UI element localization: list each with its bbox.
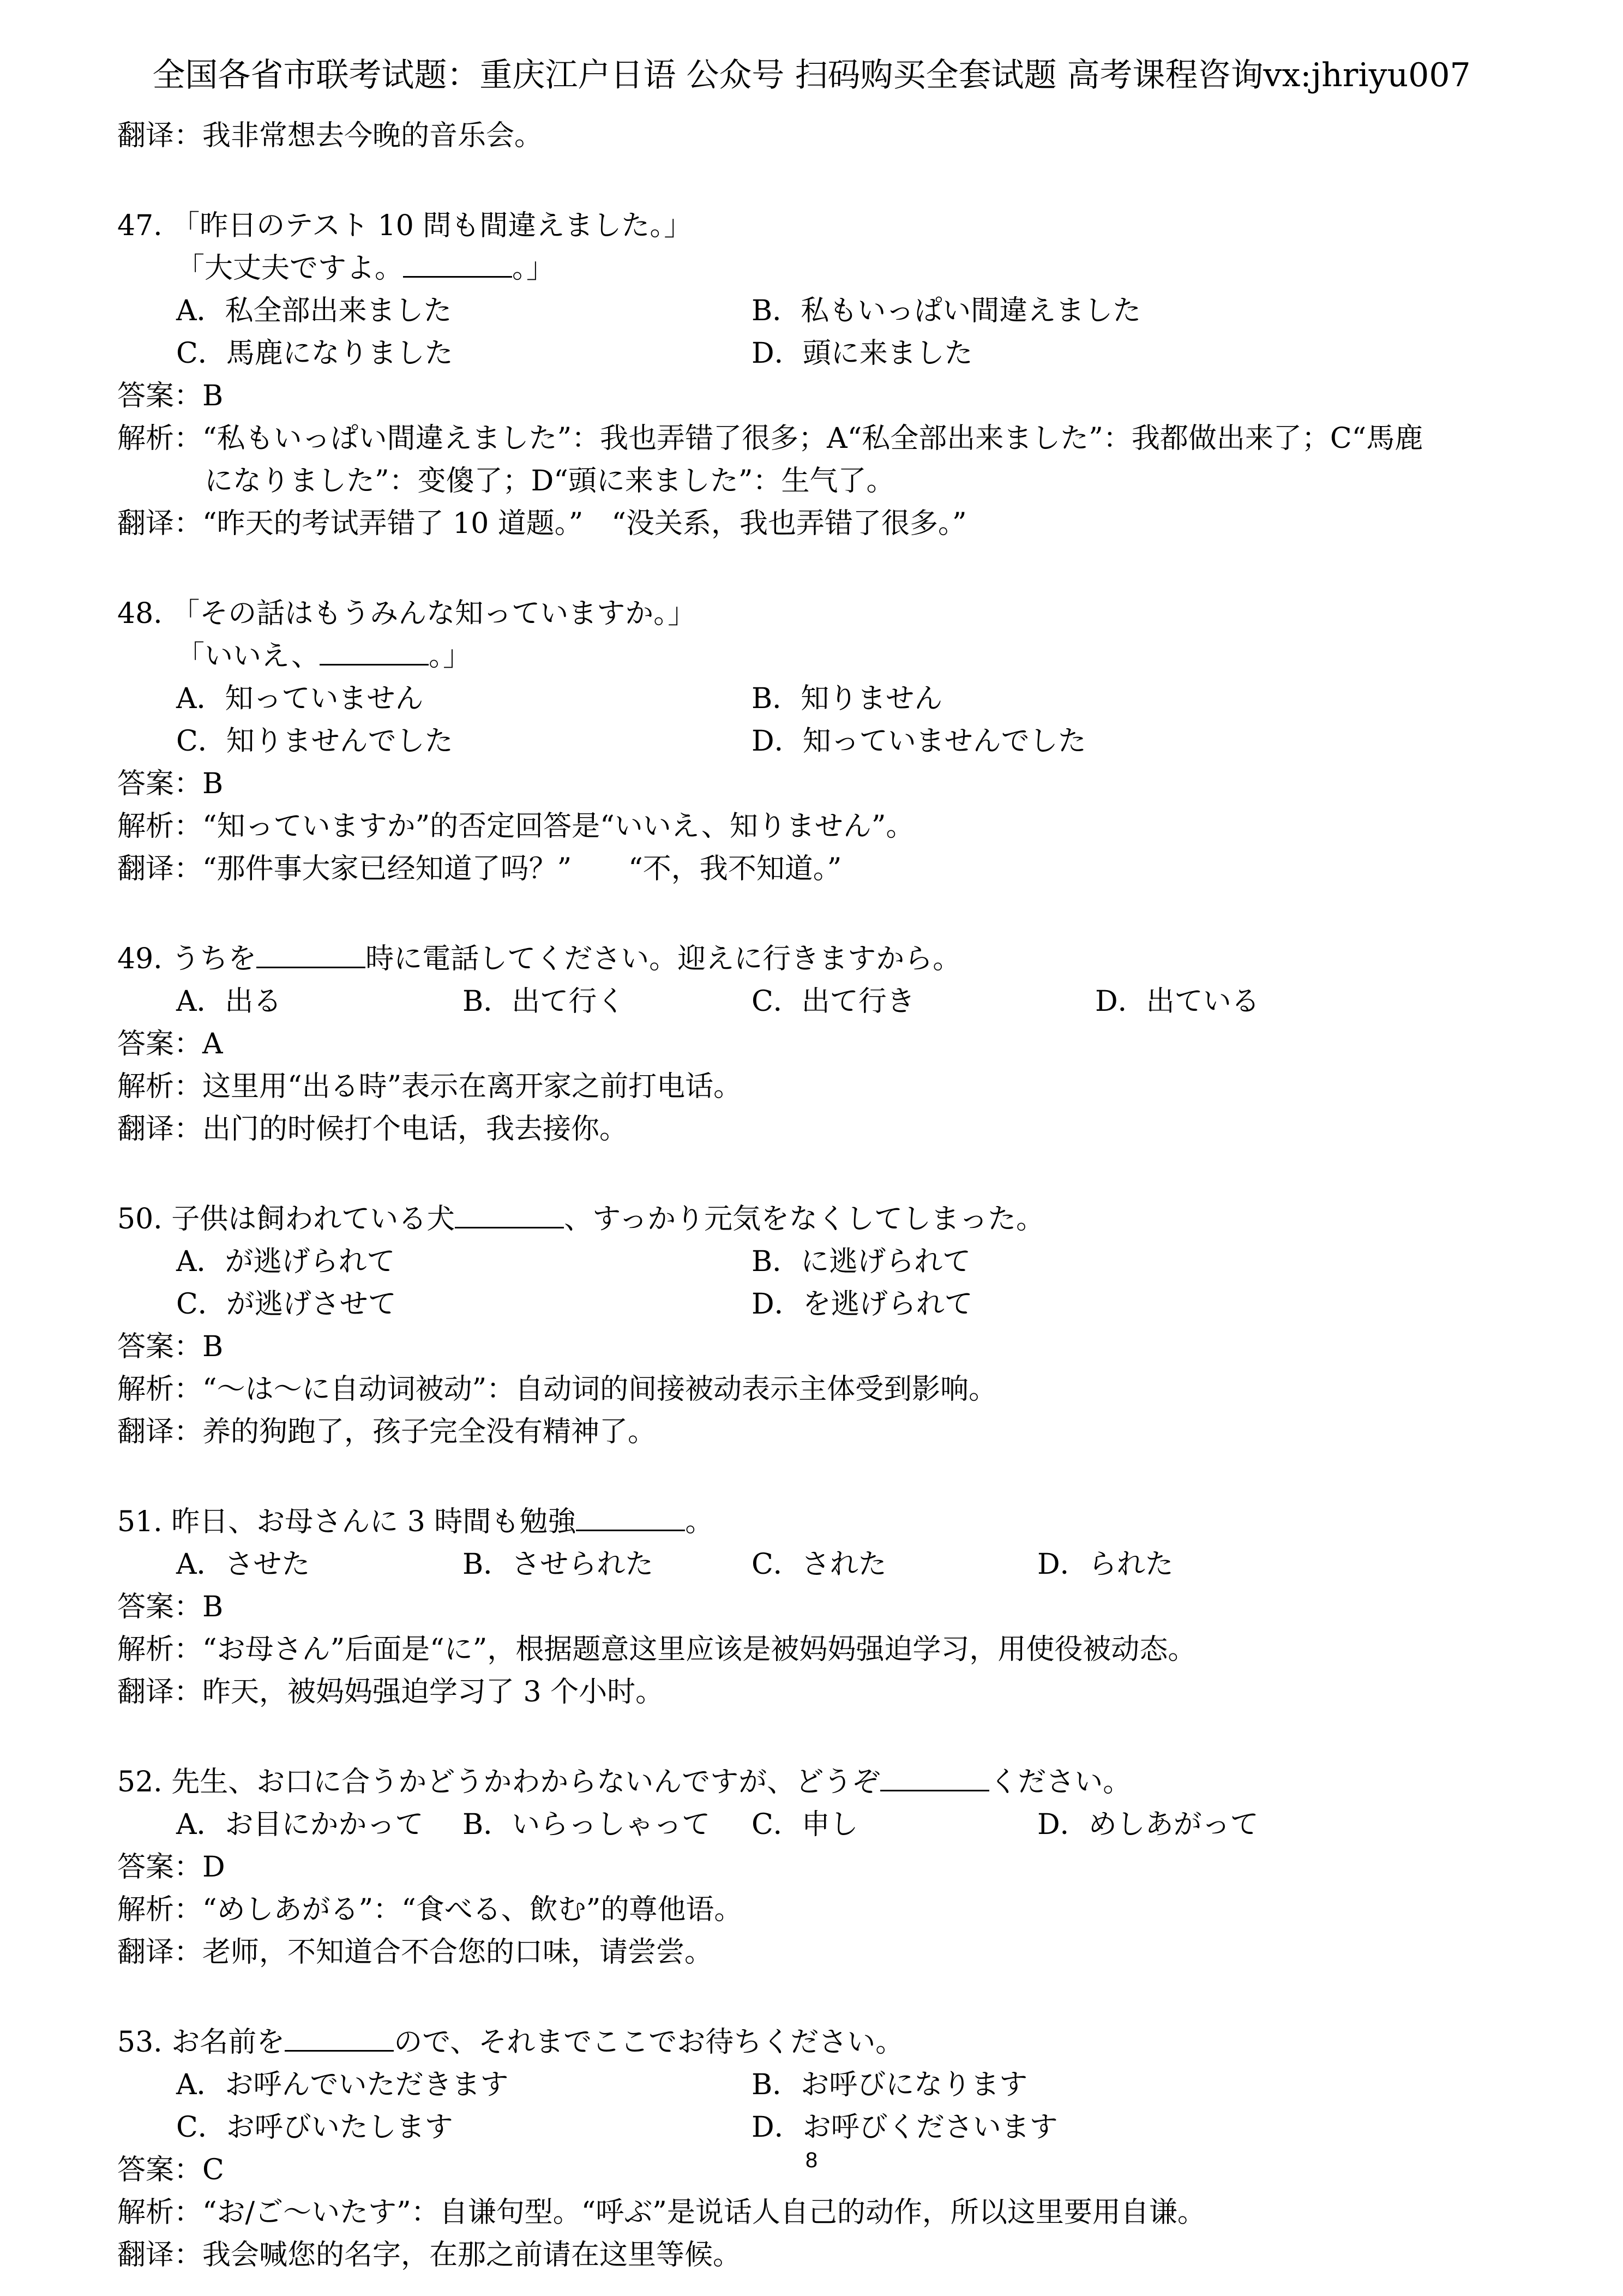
analysis: 解析：这里用“出る時”表示在离开家之前打电话。 [117, 1070, 742, 1103]
intro-translation: 翻译：我非常想去今晚的音乐会。 [117, 119, 543, 152]
question-48 [117, 592, 1524, 890]
question-text: 48. 「その話はもうみんな知っていますか。」 [117, 597, 696, 630]
option-b: B．知りません [752, 682, 943, 715]
question-text: 50. 子供は飼われている犬 、すっかり元気をなくしてしまった。 [117, 1203, 1045, 1236]
options-row [117, 720, 1524, 763]
question-47 [117, 205, 1524, 545]
question-51 [117, 1501, 1524, 1713]
translation: 翻译：养的狗跑了，孩子完全没有精神了。 [117, 1416, 657, 1448]
answer: 答案：B [117, 380, 224, 412]
question-49 [117, 938, 1524, 1150]
question-dialogue: 「大丈夫ですよ。 。」 [176, 252, 555, 285]
option-c: C．された [752, 1548, 887, 1581]
option-d: D．めしあがって [1037, 1808, 1259, 1841]
option-b: B．させられた [462, 1548, 654, 1581]
translation: 翻译：“昨天的考试弄错了 10 道题。” “没关系，我也弄错了很多。” [117, 507, 967, 540]
answer: 答案：A [117, 1028, 223, 1060]
answer-blank [403, 251, 512, 278]
translation: 翻译：我会喊您的名字，在那之前请在这里等候。 [117, 2239, 742, 2271]
answer-blank [880, 1765, 989, 1791]
page-number: 8 [805, 2148, 818, 2172]
translation: 翻译：出门的时候打个电话，我去接你。 [117, 1113, 628, 1146]
page-header: 全国各省市联考试题：重庆江户日语 公众号 扫码购买全套试题 高考课程咨询vx:jhriyu007 [152, 56, 1471, 94]
options-row [117, 1803, 1524, 1846]
analysis-continued: になりました”：变傻了；D“頭に来ました”：生气了。 [205, 465, 895, 497]
translation: 翻译：老师，不知道合不合您的口味，请尝尝。 [117, 1936, 713, 1969]
options-row [117, 2106, 1524, 2149]
question-text: 49. うちを 時に電話してください。迎えに行きますから。 [117, 943, 961, 975]
question-50 [117, 1198, 1524, 1453]
options-row [117, 1283, 1524, 1326]
option-b: B．いらっしゃって [462, 1808, 711, 1841]
analysis: 解析：“お/ご～いたす”：自谦句型。“呼ぶ”是说话人自己的动作，所以这里要用自谦。 [117, 2196, 1206, 2229]
option-b: B．私もいっぱい間違えました [752, 295, 1141, 327]
option-b: B．出て行く [462, 985, 626, 1018]
option-b: B．お呼びになります [752, 2069, 1028, 2101]
answer-blank [576, 1504, 685, 1531]
answer-blank [285, 2025, 394, 2052]
option-a: A．知っていません [176, 682, 424, 715]
answer-blank [256, 942, 365, 968]
translation: 翻译：“那件事大家已经知道了吗？” “不，我不知道。” [117, 853, 842, 885]
options-row [117, 290, 1524, 332]
option-c: C．知りませんでした [176, 725, 453, 758]
answer: 答案：B [117, 768, 224, 800]
options-row [117, 332, 1524, 375]
question-text: 53. お名前を ので、それまでここでお待ちください。 [117, 2026, 904, 2059]
option-a: A．出る [176, 985, 282, 1018]
option-a: A．お目にかかって [176, 1808, 424, 1841]
answer-blank [320, 639, 429, 666]
options-row [117, 980, 1524, 1023]
question-52 [117, 1761, 1524, 1974]
option-d: D．頭に来ました [752, 337, 973, 370]
option-d: D．出ている [1095, 985, 1260, 1018]
translation: 翻译：昨天，被妈妈强迫学习了 3 个小时。 [117, 1676, 664, 1708]
option-d: D．られた [1037, 1548, 1174, 1581]
option-d: D．知っていませんでした [752, 725, 1086, 758]
analysis: 解析：“お母さん”后面是“に”，根据题意这里应该是被妈妈强迫学习，用使役被动态。 [117, 1633, 1197, 1666]
answer: 答案：D [117, 1851, 225, 1884]
option-a: A．私全部出来ました [176, 295, 452, 327]
analysis: 解析：“知っていますか”的否定回答是“いいえ、知りません”。 [117, 810, 915, 843]
question-text: 52. 先生、お口に合うかどうかわからないんですが、どうぞ ください。 [117, 1766, 1132, 1799]
option-c: C．申し [752, 1808, 858, 1841]
options-row [117, 678, 1524, 720]
question-text: 47. 「昨日のテスト 10 問も間違えました。」 [117, 209, 693, 242]
option-c: C．お呼びいたします [176, 2111, 453, 2144]
option-c: C．馬鹿になりました [176, 337, 453, 370]
answer-blank [455, 1202, 564, 1228]
question-dialogue: 「いいえ、 。」 [176, 640, 472, 673]
option-c: C．が逃げさせて [176, 1288, 396, 1321]
document-body [117, 115, 1524, 2276]
option-d: D．を逃げられて [752, 1288, 973, 1321]
answer: 答案：C [117, 2154, 224, 2186]
analysis: 解析：“私もいっぱい間違えました”：我也弄错了很多；A“私全部出来ました”：我都做出来了；C“馬鹿 [117, 422, 1423, 455]
option-c: C．出て行き [752, 985, 915, 1018]
analysis: 解析：“～は～に自动词被动”：自动词的间接被动表示主体受到影响。 [117, 1373, 997, 1406]
option-a: A．させた [176, 1548, 310, 1581]
options-row [117, 1240, 1524, 1283]
answer: 答案：B [117, 1330, 224, 1363]
analysis: 解析：“めしあがる”：“食べる、飲む”的尊他语。 [117, 1893, 743, 1926]
options-row [117, 2064, 1524, 2106]
option-a: A．が逃げられて [176, 1245, 395, 1278]
answer: 答案：B [117, 1591, 224, 1623]
question-text: 51. 昨日、お母さんに 3 時間も勉強 。 [117, 1506, 714, 1538]
option-d: D．お呼びくださいます [752, 2111, 1058, 2144]
option-b: B．に逃げられて [752, 1245, 971, 1278]
options-row [117, 1543, 1524, 1586]
option-a: A．お呼んでいただきます [176, 2069, 509, 2101]
